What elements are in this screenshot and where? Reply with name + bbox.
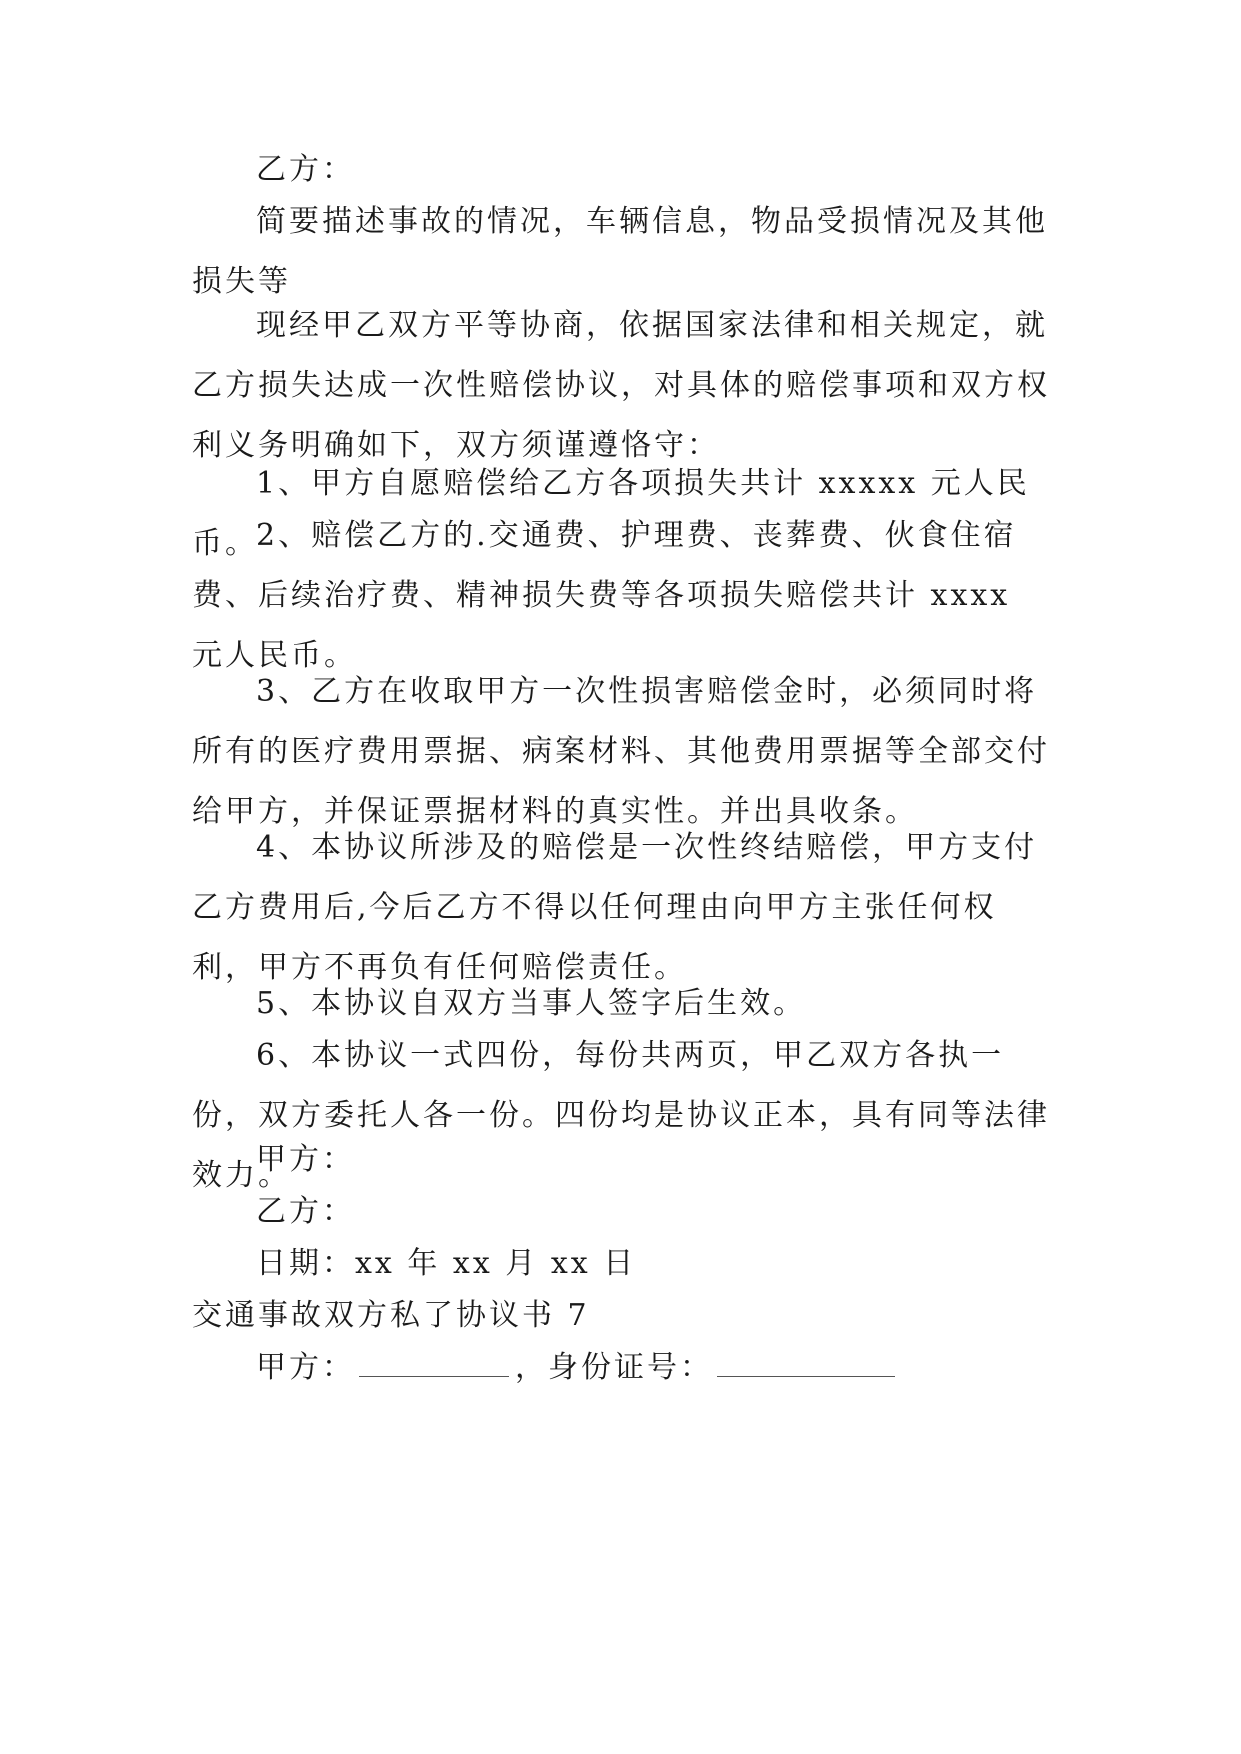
- party-a-name-blank: [359, 1375, 509, 1377]
- signature-party-a: 甲方：: [256, 1142, 355, 1177]
- clause-1: 1、甲方自愿赔偿给乙方各项损失共计 xxxxx 元人民币。: [192, 466, 1030, 561]
- clause-5: 5、本协议自双方当事人签字后生效。: [256, 986, 807, 1021]
- next-party-a-line: [256, 1338, 901, 1398]
- id-number-blank: [717, 1375, 895, 1377]
- signature-date: 日期：xx 年 xx 月 xx 日: [256, 1246, 637, 1281]
- clause-4: 4、本协议所涉及的赔偿是一次性终结赔偿，甲方支付乙方费用后,今后乙方不得以任何理由向甲方主张任何权利，甲方不再负有任何赔偿责任。: [192, 830, 1038, 985]
- clause-6: 6、本协议一式四份，每份共两页，甲乙双方各执一份，双方委托人各一份。四份均是协议正本，具有同等法律效力。: [192, 1038, 1050, 1193]
- agreement-intro-paragraph: 现经甲乙双方平等协商，依据国家法律和相关规定，就乙方损失达成一次性赔偿协议，对具体的赔偿事项和双方权利义务明确如下，双方须谨遵恪守：: [192, 308, 1050, 463]
- clause-3: 3、乙方在收取甲方一次性损害赔偿金时，必须同时将所有的医疗费用票据、病案材料、其他费用票据等全部交付给甲方，并保证票据材料的真实性。并出具收条。: [192, 674, 1050, 829]
- next-agreement-title: 交通事故双方私了协议书 7: [192, 1298, 590, 1333]
- id-number-label: ，身份证号：: [515, 1350, 713, 1385]
- accident-summary-paragraph: 简要描述事故的情况，车辆信息，物品受损情况及其他损失等: [192, 204, 1048, 299]
- next-party-a-label: 甲方：: [256, 1350, 355, 1385]
- signature-party-b: 乙方：: [256, 1194, 355, 1229]
- party-b-line: 乙方：: [256, 152, 355, 187]
- clause-2: 2、赔偿乙方的.交通费、护理费、丧葬费、伙食住宿费、后续治疗费、精神损失费等各项损失赔偿共计 xxxx 元人民币。: [192, 518, 1023, 673]
